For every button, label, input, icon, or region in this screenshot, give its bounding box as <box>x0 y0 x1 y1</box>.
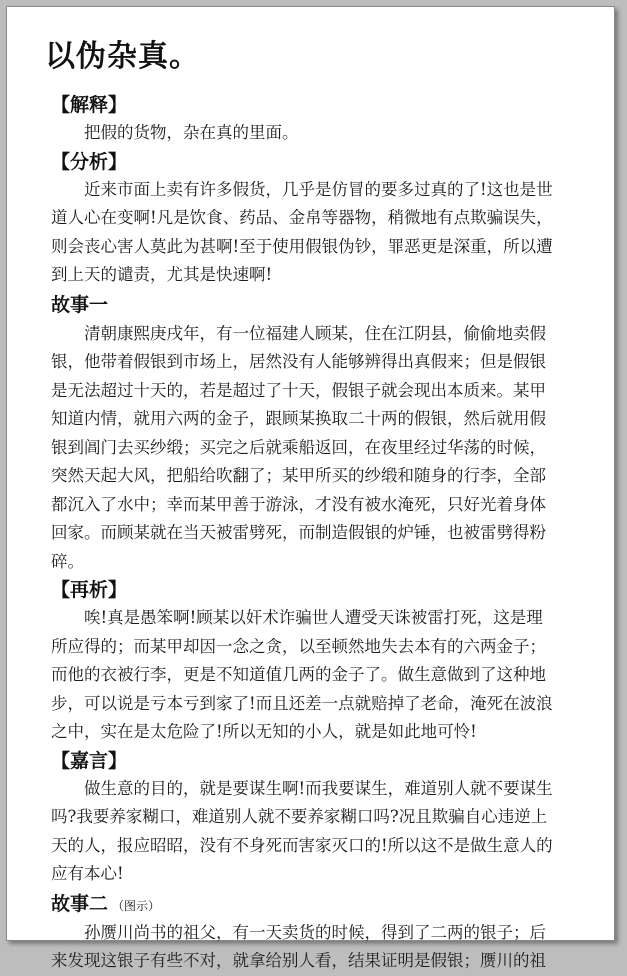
text-line: 突然天起大风，把船给吹翻了；某甲所买的纱缎和随身的行李，全部 <box>51 466 546 485</box>
text-line: 银，他带着假银到市场上，居然没有人能够辨得出真假来；但是假银 <box>51 352 546 371</box>
text-line: 清朝康熙庚戌年，有一位福建人顾某，住在江阴县，偷偷地卖假 <box>84 323 546 343</box>
text-line: 知道内情，就用六两的金子，跟顾某换取二十两的假银，然后就用假 <box>51 409 546 428</box>
page-title: 以伪杂真。 <box>45 39 200 74</box>
text-line: 唉!真是愚笨啊!顾某以奸术诈骗世人遭受天诛被雷打死，这是理 <box>84 608 543 627</box>
text-line: 所应得的；而某甲却因一念之贪，以至顿然地失去本有的六两金子； <box>51 636 546 656</box>
text-line: 而他的衣被行李，更是不知道值几两的金子了。做生意做到了这种地 <box>51 665 546 684</box>
story-heading-1 <box>51 290 595 320</box>
section-heading-explain: 【解释】 <box>51 94 128 116</box>
text-line: 吗?我要养家糊口，难道别人就不要养家糊口吗?况且欺骗自心违逆上 <box>51 807 548 826</box>
story-title: 故事一 <box>51 293 109 316</box>
text-line: 天的人，报应昭昭，没有不身死而害家灭口的!所以这不是做生意人的 <box>51 835 553 855</box>
document-page <box>6 6 615 970</box>
text-line: 近来市面上卖有许多假货，几乎是仿冒的要多过真的了!这也是世 <box>84 179 553 199</box>
paragraph-story-2 <box>51 919 595 976</box>
text-line: 到上天的谴责，尤其是快速啊! <box>51 265 273 284</box>
section-heading-analysis: 【分析】 <box>51 150 128 173</box>
paragraph-explain <box>51 119 595 148</box>
text-line: 银到阊门去买纱缎；买完之后就乘船返回，在夜里经过华荡的时候， <box>51 437 546 457</box>
text-line: 回家。而顾某就在当天被雷劈死，而制造假银的炉锤，也被雷劈得粉 <box>51 523 546 542</box>
section-heading-reanalysis: 【再析】 <box>51 579 128 601</box>
paragraph-maxim <box>51 775 595 889</box>
story-heading-2 <box>51 889 595 919</box>
text-line: 做生意的目的，就是要谋生啊!而我要谋生，难道别人就不要谋生 <box>84 778 553 798</box>
text-line: 是无法超过十天的，若是超过了十天，假银子就会现出本质来。某甲 <box>51 380 546 400</box>
text-line: 之中，实在是太危险了!所以无知的小人，就是如此地可怜! <box>51 722 477 741</box>
text-line: 来发现这银子有些不对，就拿给别人看，结果证明是假银；赝川的祖 <box>51 951 546 970</box>
text-line: 道人心在变啊!凡是饮食、药品、金帛等器物，稍微地有点欺骗误失， <box>51 208 553 227</box>
page-content <box>51 91 595 976</box>
paragraph-analysis <box>51 176 595 290</box>
text-line: 步，可以说是亏本亏到家了!而且还差一点就赔掉了老命，淹死在波浪 <box>51 693 553 713</box>
text-line: 应有本心! <box>51 864 124 883</box>
text-line: 孙赝川尚书的祖父，有一天卖货的时候，得到了二两的银子；后 <box>84 922 546 942</box>
paragraph-story-1 <box>51 320 595 577</box>
text-line: 把假的货物，杂在真的里面。 <box>84 123 299 142</box>
text-line: 碎。 <box>51 551 84 571</box>
text-line: 都沉入了水中；幸而某甲善于游泳，才没有被水淹死，只好光着身体 <box>51 494 546 514</box>
text-line: 则会丧心害人莫此为甚啊!至于使用假银伪钞，罪恶更是深重，所以遭 <box>51 236 553 256</box>
story-title: 故事二 <box>51 892 109 915</box>
paragraph-reanalysis <box>51 604 595 747</box>
illustration-note: （图示） <box>112 898 161 913</box>
section-heading-maxim: 【嘉言】 <box>51 749 128 772</box>
